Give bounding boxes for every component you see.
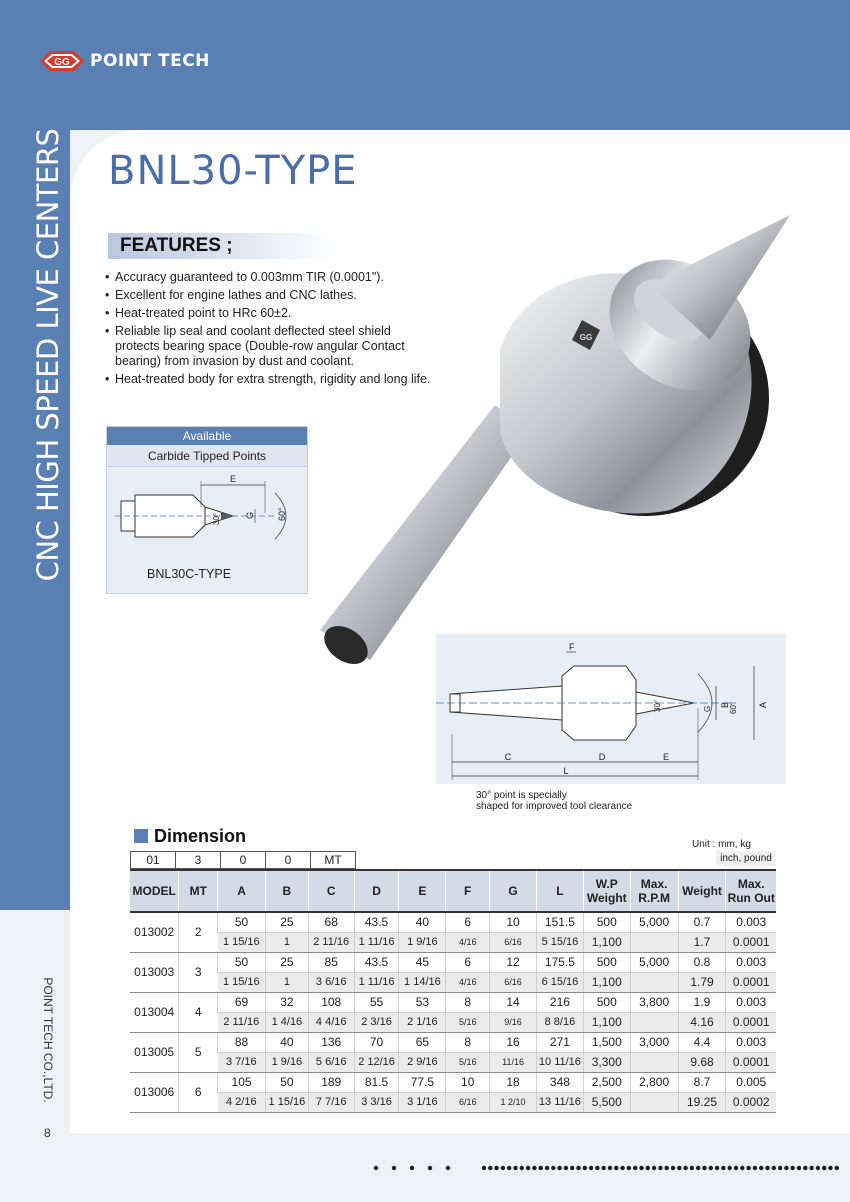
table-cell: 500 xyxy=(583,912,630,932)
angle30-label: 30° xyxy=(212,512,221,525)
table-cell: 50 xyxy=(218,912,266,932)
table-cell: 40 xyxy=(266,1032,309,1052)
table-cell: 4 4/16 xyxy=(308,1012,354,1032)
live-center-image xyxy=(300,190,820,690)
table-cell: 9.68 xyxy=(678,1052,726,1072)
dot xyxy=(620,1166,624,1170)
table-cell: 1 9/16 xyxy=(399,932,446,952)
table-cell: 1 15/16 xyxy=(266,1092,309,1112)
mt-cell: 2 xyxy=(179,912,218,952)
table-cell: 4.4 xyxy=(678,1032,726,1052)
table-cell: 32 xyxy=(266,992,309,1012)
dot xyxy=(690,1166,694,1170)
col-mt: MT xyxy=(179,870,218,912)
dot xyxy=(715,1166,719,1170)
table-cell: 25 xyxy=(266,912,309,932)
table-row-imperial xyxy=(130,932,776,952)
table-cell: 4/16 xyxy=(446,972,490,992)
table-cell: 0.0001 xyxy=(726,932,776,952)
dim-d-label: D xyxy=(598,752,606,762)
table-cell: 1 9/16 xyxy=(266,1052,309,1072)
table-cell: 69 xyxy=(218,992,266,1012)
table-cell: 13 11/16 xyxy=(536,1092,583,1112)
dot xyxy=(639,1166,643,1170)
dot xyxy=(809,1166,813,1170)
col-weight: Weight xyxy=(678,870,726,912)
table-row-metric xyxy=(130,952,776,972)
feature-item: • Heat-treated body for extra strength, rigidity and long life. xyxy=(104,372,434,387)
table-cell: 88 xyxy=(218,1032,266,1052)
table-cell: 40 xyxy=(399,912,446,932)
table-cell: 6 xyxy=(446,912,490,932)
table-cell xyxy=(630,972,678,992)
dot xyxy=(835,1166,839,1170)
table-cell: 53 xyxy=(399,992,446,1012)
dot xyxy=(520,1166,524,1170)
table-cell: 2 9/16 xyxy=(399,1052,446,1072)
col-max-runout: Max. Run Out xyxy=(726,870,776,912)
dot xyxy=(816,1166,820,1170)
table-cell: 5,000 xyxy=(630,952,678,972)
note-line-2: shaped for improved tool clearance xyxy=(476,801,633,812)
table-cell: 0.005 xyxy=(726,1072,776,1092)
carbide-label: Carbide Tipped Points xyxy=(107,445,307,467)
note-line-1: 30° point is specially xyxy=(476,790,567,801)
dot xyxy=(557,1166,561,1170)
model-cell: 013002 xyxy=(130,912,179,952)
table-row-imperial xyxy=(130,972,776,992)
table-cell: 6/16 xyxy=(490,932,537,952)
dot xyxy=(746,1166,750,1170)
model-cell: 013005 xyxy=(130,1032,179,1072)
angle60-label: 60° xyxy=(277,507,287,521)
table-cell: 4 2/16 xyxy=(218,1092,266,1112)
table-cell: 0.003 xyxy=(726,1032,776,1052)
table-cell: 1,500 xyxy=(583,1032,630,1052)
page-number: 8 xyxy=(44,1126,51,1140)
table-cell: 5 15/16 xyxy=(536,932,583,952)
dot xyxy=(526,1166,530,1170)
table-cell: 0.003 xyxy=(726,912,776,932)
table-cell: 55 xyxy=(354,992,399,1012)
table-cell: 5/16 xyxy=(446,1052,490,1072)
col-l: L xyxy=(536,870,583,912)
table-cell: 6/16 xyxy=(490,972,537,992)
available-box xyxy=(106,426,308,594)
table-cell: 3,000 xyxy=(630,1032,678,1052)
table-cell: 0.003 xyxy=(726,992,776,1012)
col-max-rpm: Max. R.P.M xyxy=(630,870,678,912)
table-cell: 70 xyxy=(354,1032,399,1052)
table-cell xyxy=(630,1012,678,1032)
dot xyxy=(665,1166,669,1170)
footer-company: POINT TECH CO.,LTD. xyxy=(41,977,55,1103)
dim-e-label: E xyxy=(229,474,237,484)
dot xyxy=(374,1166,378,1170)
table-cell: 8 xyxy=(446,1032,490,1052)
table-cell: 11/16 xyxy=(490,1052,537,1072)
point-note xyxy=(476,790,632,812)
table-cell: 6 15/16 xyxy=(536,972,583,992)
col-model: MODEL xyxy=(130,870,179,912)
table-cell: 1.79 xyxy=(678,972,726,992)
dot xyxy=(576,1166,580,1170)
table-cell: 10 11/16 xyxy=(536,1052,583,1072)
dot xyxy=(677,1166,681,1170)
dim-g-label: G xyxy=(245,511,255,519)
table-cell: 85 xyxy=(308,952,354,972)
dim-c-label: C xyxy=(504,752,512,762)
product-badge-text: GG xyxy=(579,333,593,342)
dot xyxy=(539,1166,543,1170)
table-cell: 2 3/16 xyxy=(354,1012,399,1032)
table-cell: 1 11/16 xyxy=(354,972,399,992)
table-cell: 3 6/16 xyxy=(308,972,354,992)
dim-a60-label: 60° xyxy=(729,701,738,714)
table-cell: 81.5 xyxy=(354,1072,399,1092)
table-cell: 500 xyxy=(583,952,630,972)
table-cell: 0.0001 xyxy=(726,1012,776,1032)
dim-a30-label: 30° xyxy=(653,699,662,712)
dimension-heading xyxy=(134,826,246,847)
dot xyxy=(507,1166,511,1170)
table-row-imperial xyxy=(130,1092,776,1112)
table-cell: 1,100 xyxy=(583,932,630,952)
dim-f-label: F xyxy=(569,642,575,652)
table-cell: 3,800 xyxy=(630,992,678,1012)
dot xyxy=(702,1166,706,1170)
available-label: Available xyxy=(107,427,307,445)
mt-cell: 3 xyxy=(179,952,218,992)
dot xyxy=(633,1166,637,1170)
dot xyxy=(488,1166,492,1170)
table-cell: 16 xyxy=(490,1032,537,1052)
table-cell: 500 xyxy=(583,992,630,1012)
dot xyxy=(709,1166,713,1170)
table-cell: 1 14/16 xyxy=(399,972,446,992)
dimension-diagram xyxy=(436,634,786,784)
table-cell: 0.003 xyxy=(726,952,776,972)
table-cell: 45 xyxy=(399,952,446,972)
table-cell: 0.0001 xyxy=(726,1052,776,1072)
col-e: E xyxy=(399,870,446,912)
dot xyxy=(652,1166,656,1170)
table-cell: 1.9 xyxy=(678,992,726,1012)
dimension-drawing xyxy=(436,634,786,784)
table-cell: 10 xyxy=(490,912,537,932)
table-cell: 50 xyxy=(266,1072,309,1092)
dot xyxy=(446,1166,450,1170)
table-cell xyxy=(630,1092,678,1112)
feature-item: • Reliable lip seal and coolant deflected steel shield protects bearing space (Double-row angular Contact bearing) from invasion by dust and coolant. xyxy=(104,324,434,369)
table-cell: 43.5 xyxy=(354,912,399,932)
code-box: 0 xyxy=(266,852,311,869)
code-box: MT xyxy=(311,852,356,869)
table-cell: 216 xyxy=(536,992,583,1012)
dim-a-label: A xyxy=(758,701,768,708)
table-cell: 25 xyxy=(266,952,309,972)
brand-logo xyxy=(40,50,210,72)
table-cell: 348 xyxy=(536,1072,583,1092)
table-cell: 3 7/16 xyxy=(218,1052,266,1072)
table-cell: 5 6/16 xyxy=(308,1052,354,1072)
table-cell xyxy=(630,932,678,952)
dot xyxy=(728,1166,732,1170)
col-wp-weight: W.P Weight xyxy=(583,870,630,912)
col-c: C xyxy=(308,870,354,912)
table-cell: 2,800 xyxy=(630,1072,678,1092)
feature-item: • Accuracy guaranteed to 0.003mm TIR (0.0001"). xyxy=(104,270,434,285)
table-cell: 3,300 xyxy=(583,1052,630,1072)
dim-g2-label: G xyxy=(703,705,712,712)
table-cell: 19.25 xyxy=(678,1092,726,1112)
dot xyxy=(791,1166,795,1170)
table-cell: 12 xyxy=(490,952,537,972)
unit-metric: Unit : mm, kg xyxy=(692,839,751,850)
table-cell: 5,000 xyxy=(630,912,678,932)
table-cell: 68 xyxy=(308,912,354,932)
unit-imperial: inch, pound xyxy=(716,851,776,866)
table-cell: 1 xyxy=(266,932,309,952)
dot xyxy=(740,1166,744,1170)
dot xyxy=(772,1166,776,1170)
order-code-boxes xyxy=(130,851,356,869)
dot xyxy=(784,1166,788,1170)
table-cell: 77.5 xyxy=(399,1072,446,1092)
table-cell: 6/16 xyxy=(446,1092,490,1112)
table-row-metric xyxy=(130,992,776,1012)
table-cell: 3 1/16 xyxy=(399,1092,446,1112)
code-box: 3 xyxy=(176,852,221,869)
table-cell: 2 12/16 xyxy=(354,1052,399,1072)
dot xyxy=(532,1166,536,1170)
code-box: 01 xyxy=(131,852,176,869)
table-cell: 0.8 xyxy=(678,952,726,972)
col-b: B xyxy=(266,870,309,912)
dot xyxy=(410,1166,414,1170)
code-box: 0 xyxy=(221,852,266,869)
table-cell: 271 xyxy=(536,1032,583,1052)
table-cell: 50 xyxy=(218,952,266,972)
table-cell: 189 xyxy=(308,1072,354,1092)
dot xyxy=(595,1166,599,1170)
dot xyxy=(753,1166,757,1170)
dot xyxy=(570,1166,574,1170)
table-row-metric xyxy=(130,1032,776,1052)
dot xyxy=(683,1166,687,1170)
table-body xyxy=(130,912,776,1112)
table-row-imperial xyxy=(130,1012,776,1032)
table-cell: 5/16 xyxy=(446,1012,490,1032)
table-cell: 9/16 xyxy=(490,1012,537,1032)
dot xyxy=(822,1166,826,1170)
table-cell: 0.0002 xyxy=(726,1092,776,1112)
dot xyxy=(608,1166,612,1170)
table-cell: 1 15/16 xyxy=(218,932,266,952)
table-cell: 5,500 xyxy=(583,1092,630,1112)
dot xyxy=(803,1166,807,1170)
features-heading-text: FEATURES ; xyxy=(120,235,233,256)
table-cell: 0.7 xyxy=(678,912,726,932)
page-title: BNL30-TYPE xyxy=(108,148,358,194)
model-cell: 013006 xyxy=(130,1072,179,1112)
dot xyxy=(428,1166,432,1170)
table-cell: 1,100 xyxy=(583,972,630,992)
table-cell: 2 11/16 xyxy=(218,1012,266,1032)
dot xyxy=(551,1166,555,1170)
mt-cell: 6 xyxy=(179,1072,218,1112)
dot xyxy=(627,1166,631,1170)
table-cell: 10 xyxy=(446,1072,490,1092)
carbide-point-drawing xyxy=(115,473,305,563)
col-g: G xyxy=(490,870,537,912)
dimension-heading-text: Dimension xyxy=(154,826,247,846)
dot xyxy=(646,1166,650,1170)
table-row-metric xyxy=(130,912,776,932)
table-cell: 0.0001 xyxy=(726,972,776,992)
dim-l-label: L xyxy=(563,766,569,776)
dimension-table xyxy=(130,869,776,1113)
table-cell: 151.5 xyxy=(536,912,583,932)
table-cell xyxy=(630,1052,678,1072)
table-cell: 2,500 xyxy=(583,1072,630,1092)
dot xyxy=(658,1166,662,1170)
col-a: A xyxy=(218,870,266,912)
brand-name: POINT TECH xyxy=(90,51,210,71)
table-header-row xyxy=(130,870,776,912)
model-cell: 013004 xyxy=(130,992,179,1032)
feature-item: • Excellent for engine lathes and CNC lathes. xyxy=(104,288,434,303)
logo-badge-text: GG xyxy=(54,57,70,68)
dot xyxy=(501,1166,505,1170)
table-cell: 43.5 xyxy=(354,952,399,972)
mt-cell: 5 xyxy=(179,1032,218,1072)
dot xyxy=(602,1166,606,1170)
table-cell: 2 1/16 xyxy=(399,1012,446,1032)
dot xyxy=(734,1166,738,1170)
feature-item: • Heat-treated point to HRc 60±2. xyxy=(104,306,434,321)
dot xyxy=(765,1166,769,1170)
table-cell: 1 2/10 xyxy=(490,1092,537,1112)
table-cell: 108 xyxy=(308,992,354,1012)
table-cell: 1 4/16 xyxy=(266,1012,309,1032)
dot xyxy=(392,1166,396,1170)
table-cell: 136 xyxy=(308,1032,354,1052)
side-title: CNC HIGH SPEED LIVE CENTERS xyxy=(31,128,65,582)
dot xyxy=(759,1166,763,1170)
dot xyxy=(589,1166,593,1170)
table-cell: 1 11/16 xyxy=(354,932,399,952)
table-cell: 1 xyxy=(266,972,309,992)
dot xyxy=(482,1166,486,1170)
dot xyxy=(494,1166,498,1170)
table-cell: 4.16 xyxy=(678,1012,726,1032)
table-cell: 8 8/16 xyxy=(536,1012,583,1032)
dot xyxy=(828,1166,832,1170)
gg-logo-icon xyxy=(40,51,84,71)
table-cell: 14 xyxy=(490,992,537,1012)
table-cell: 8 xyxy=(446,992,490,1012)
col-d: D xyxy=(354,870,399,912)
decorative-dots xyxy=(372,1162,842,1174)
carbide-caption: BNL30C-TYPE xyxy=(147,567,232,581)
table-cell: 7 7/16 xyxy=(308,1092,354,1112)
table-cell: 1 15/16 xyxy=(218,972,266,992)
table-cell: 4/16 xyxy=(446,932,490,952)
dot xyxy=(614,1166,618,1170)
dim-b-label: B xyxy=(720,701,730,708)
dot xyxy=(696,1166,700,1170)
table-cell: 65 xyxy=(399,1032,446,1052)
table-cell: 1,100 xyxy=(583,1012,630,1032)
dot xyxy=(797,1166,801,1170)
table-cell: 18 xyxy=(490,1072,537,1092)
table-cell: 8.7 xyxy=(678,1072,726,1092)
table-cell: 1.7 xyxy=(678,932,726,952)
table-row-metric xyxy=(130,1072,776,1092)
table-cell: 6 xyxy=(446,952,490,972)
dot xyxy=(564,1166,568,1170)
table-cell: 105 xyxy=(218,1072,266,1092)
model-cell: 013003 xyxy=(130,952,179,992)
table-cell: 175.5 xyxy=(536,952,583,972)
dot xyxy=(721,1166,725,1170)
table-row-imperial xyxy=(130,1052,776,1072)
dot xyxy=(545,1166,549,1170)
dot xyxy=(671,1166,675,1170)
table-cell: 3 3/16 xyxy=(354,1092,399,1112)
col-f: F xyxy=(446,870,490,912)
dot xyxy=(583,1166,587,1170)
dot xyxy=(513,1166,517,1170)
square-icon xyxy=(134,829,148,843)
dim-e2-label: E xyxy=(662,752,670,762)
mt-cell: 4 xyxy=(179,992,218,1032)
dot xyxy=(778,1166,782,1170)
table-cell: 2 11/16 xyxy=(308,932,354,952)
